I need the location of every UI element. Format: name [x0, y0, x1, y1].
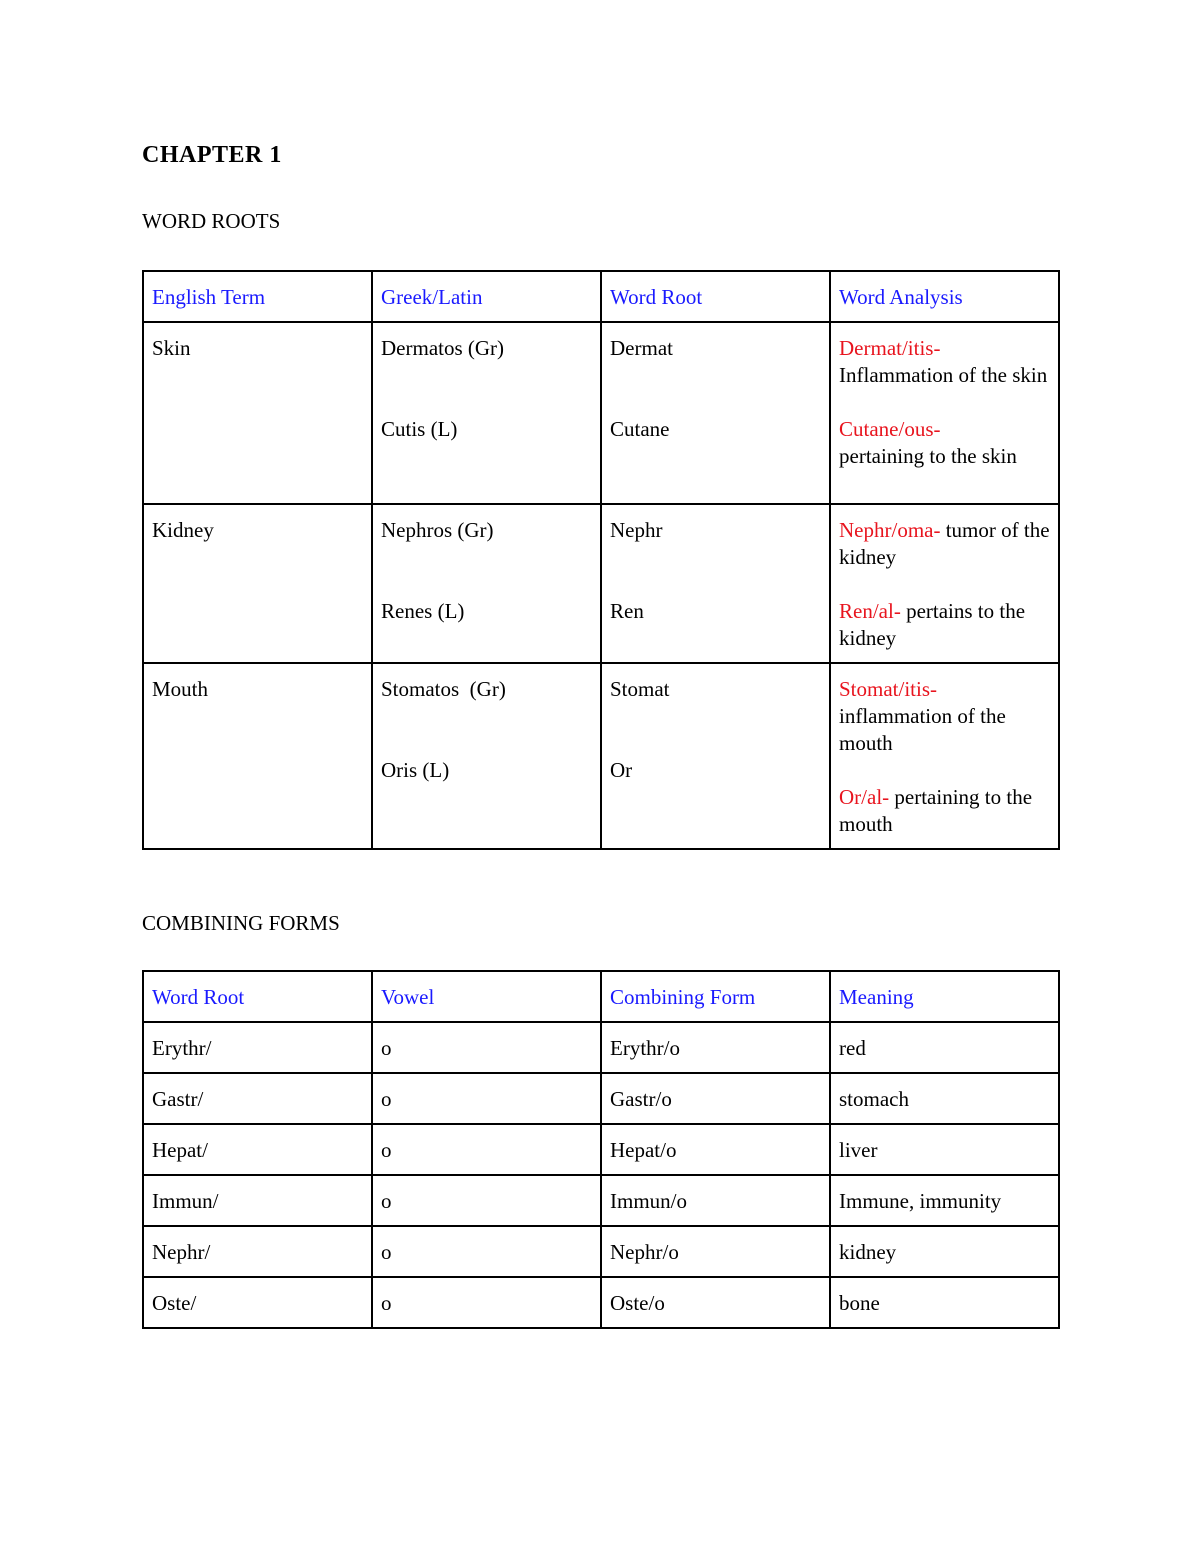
- table-header-row: [143, 271, 1059, 322]
- word-root-cell: [601, 663, 830, 849]
- combining-form-cell: Oste/o: [601, 1277, 830, 1328]
- combining-forms-heading: COMBINING FORMS: [142, 911, 340, 935]
- greek-root: Stomat: [610, 677, 670, 701]
- word-root-cell: Erythr/: [143, 1022, 372, 1073]
- meaning-cell: liver: [830, 1124, 1059, 1175]
- table-row: [143, 1124, 1059, 1175]
- english-term: Mouth: [152, 677, 209, 701]
- table-row: [143, 663, 1059, 849]
- vowel-cell: o: [372, 1073, 601, 1124]
- column-header-meaning: Meaning: [830, 971, 1059, 1022]
- table-row: [143, 1277, 1059, 1328]
- table-row: [143, 1022, 1059, 1073]
- table-row: [143, 504, 1059, 663]
- word-root-cell: Immun/: [143, 1175, 372, 1226]
- table-header-row: [143, 971, 1059, 1022]
- greek-root: Dermat: [610, 336, 673, 360]
- meaning-cell: Immune, immunity: [830, 1175, 1059, 1226]
- table-row: [143, 322, 1059, 504]
- analysis-term: Nephr/oma-: [839, 518, 941, 542]
- word-analysis-cell: [830, 504, 1059, 663]
- analysis-term: Stomat/itis-: [839, 677, 938, 701]
- latin-root: Cutane: [610, 417, 670, 441]
- word-root-cell: [601, 504, 830, 663]
- word-root-cell: Oste/: [143, 1277, 372, 1328]
- english-term: Kidney: [152, 518, 214, 542]
- analysis-meaning: tumor of the kidney: [839, 518, 1050, 569]
- combining-form-cell: Immun/o: [601, 1175, 830, 1226]
- analysis-meaning: inflammation of the mouth: [839, 704, 1006, 755]
- combining-form-cell: Erythr/o: [601, 1022, 830, 1073]
- vowel-cell: o: [372, 1022, 601, 1073]
- english-term: Skin: [152, 336, 191, 360]
- word-root-cell: Nephr/: [143, 1226, 372, 1277]
- greek-latin-cell: [372, 663, 601, 849]
- meaning-cell: kidney: [830, 1226, 1059, 1277]
- word-analysis-cell: [830, 322, 1059, 504]
- analysis-meaning: Inflammation of the skin: [839, 363, 1048, 387]
- greek-root: Nephr: [610, 518, 663, 542]
- english-term-cell: [143, 663, 372, 849]
- latin-root: Or: [610, 758, 633, 782]
- column-header-word-analysis: Word Analysis: [830, 271, 1059, 322]
- latin-root: Ren: [610, 599, 644, 623]
- column-header-combining-form: Combining Form: [601, 971, 830, 1022]
- word-root-cell: [601, 322, 830, 504]
- vowel-cell: o: [372, 1277, 601, 1328]
- latin-term: Cutis (L): [381, 417, 458, 441]
- table-row: [143, 1175, 1059, 1226]
- combining-form-cell: Gastr/o: [601, 1073, 830, 1124]
- chapter-title: CHAPTER 1: [142, 142, 282, 168]
- column-header-word-root: Word Root: [143, 971, 372, 1022]
- meaning-cell: red: [830, 1022, 1059, 1073]
- word-root-cell: Gastr/: [143, 1073, 372, 1124]
- english-term-cell: [143, 322, 372, 504]
- analysis-term: Cutane/ous-: [839, 417, 941, 441]
- analysis-term: Ren/al-: [839, 599, 901, 623]
- english-term-cell: [143, 504, 372, 663]
- greek-latin-cell: [372, 322, 601, 504]
- analysis-term: Dermat/itis-: [839, 336, 941, 360]
- meaning-cell: stomach: [830, 1073, 1059, 1124]
- combining-form-cell: Hepat/o: [601, 1124, 830, 1175]
- word-analysis-cell: [830, 663, 1059, 849]
- table-row: [143, 1226, 1059, 1277]
- latin-term: Oris (L): [381, 758, 450, 782]
- column-header-vowel: Vowel: [372, 971, 601, 1022]
- greek-term: Dermatos (Gr): [381, 336, 505, 360]
- latin-term: Renes (L): [381, 599, 465, 623]
- greek-latin-cell: [372, 504, 601, 663]
- greek-term: Nephros (Gr): [381, 518, 494, 542]
- meaning-cell: bone: [830, 1277, 1059, 1328]
- analysis-meaning: pertaining to the skin: [839, 444, 1017, 468]
- vowel-cell: o: [372, 1124, 601, 1175]
- word-roots-table: [142, 270, 1060, 850]
- vowel-cell: o: [372, 1226, 601, 1277]
- combining-forms-table: [142, 970, 1060, 1329]
- analysis-term: Or/al-: [839, 785, 890, 809]
- greek-term: Stomatos (Gr): [381, 677, 506, 701]
- word-root-cell: Hepat/: [143, 1124, 372, 1175]
- word-roots-heading: WORD ROOTS: [142, 209, 281, 233]
- analysis-meaning: pertaining to the mouth: [839, 785, 1033, 836]
- analysis-meaning: pertains to the kidney: [839, 599, 1026, 650]
- vowel-cell: o: [372, 1175, 601, 1226]
- combining-form-cell: Nephr/o: [601, 1226, 830, 1277]
- column-header-word-root: Word Root: [601, 271, 830, 322]
- table-row: [143, 1073, 1059, 1124]
- column-header-english-term: English Term: [143, 271, 372, 322]
- column-header-greek-latin: Greek/Latin: [372, 271, 601, 322]
